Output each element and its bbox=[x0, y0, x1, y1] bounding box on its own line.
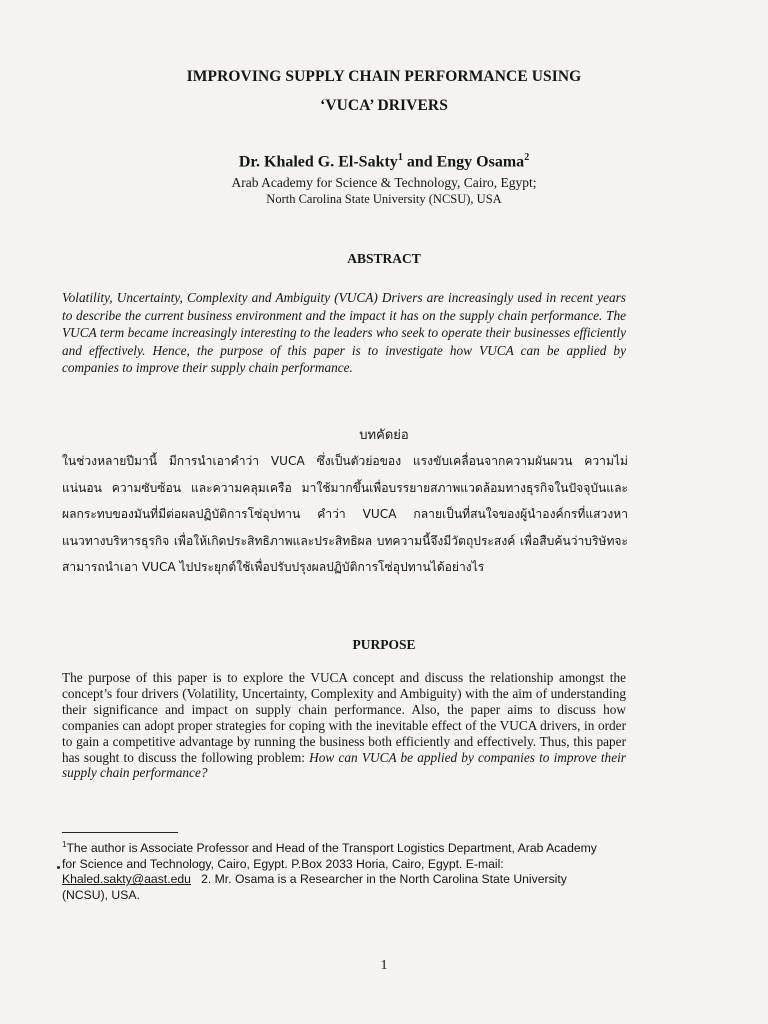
footnote bbox=[62, 837, 602, 903]
scan-speck bbox=[57, 866, 60, 869]
footnote-email-link[interactable]: Khaled.sakty@aast.edu bbox=[62, 872, 191, 887]
footnote-text-2: 2. Mr. Osama is a Researcher in the North Carolina State University (NCSU), USA. bbox=[62, 872, 571, 902]
author-line bbox=[0, 152, 768, 171]
purpose-question: How can VUCA be applied by companies to improve their supply chain performance? bbox=[62, 749, 626, 781]
page-number: 1 bbox=[380, 958, 388, 973]
purpose-body: The purpose of this paper is to explore the VUCA concept and discuss the relationship amongst the concept’s four drivers (Volatility, Uncertainty, Complexity and Ambiguity) with the aim of understanding their significance and impact on supply chain performance. Also, the paper aims to discuss how companies can adopt proper strategies for coping with the inevitable effect of the VUCA drivers, in order to gain a competitive advantage by running the business both efficiently and effectively. Thus, this paper has sought to discuss the following problem: bbox=[62, 670, 626, 765]
thai-abstract-text: ในช่วงหลายปีมานี้ มีการนำเอาคำว่า VUCA ซึ่งเป็นตัวย่อของ แรงขับเคลื่อนจากความผันผวน ความไม่แน่นอน ความซับซ้อน และความคลุมเครือ มาใช้มากขึ้นเพื่อบรรยายสภาพแวดล้อมทางธุรกิจในปัจจุบันและผลกระทบของมันที่มีต่อผลปฏิบัติการโซ่อุปทาน คำว่า VUCA กลายเป็นที่สนใจของผู้นำองค์กรที่แสวงหาแนวทางบริหารธุรกิจ เพื่อให้เกิดประสิทธิภาพและประสิทธิผล บทความนี้จึงมีวัตถุประสงค์ เพื่อสืบค้นว่าบริษัทจะสามารถนำเอา VUCA ไปประยุกต์ใช้เพื่อปรับปรุงผลปฏิบัติการโซ่อุปทานได้อย่างไร bbox=[62, 454, 628, 575]
author-2-marker: 2 bbox=[524, 152, 530, 163]
title-line-2: ‘VUCA’ DRIVERS bbox=[320, 97, 448, 114]
author-1-name: Dr. Khaled G. El-Sakty bbox=[238, 153, 398, 171]
footnote-marker: 1 bbox=[62, 840, 67, 849]
title-line-1: IMPROVING SUPPLY CHAIN PERFORMANCE USING bbox=[186, 68, 582, 85]
purpose-text bbox=[62, 670, 626, 781]
author-1-marker: 1 bbox=[397, 152, 403, 163]
footnote-text: The author is Associate Professor and Head of the Transport Logistics Department, Arab Academy for Science and Technology, Cairo, Egypt. P.Box 2033 Horia, Cairo, Egypt. E-mail: bbox=[62, 841, 597, 871]
thai-abstract-heading: บทคัดย่อ bbox=[359, 428, 409, 443]
abstract-heading: ABSTRACT bbox=[347, 251, 421, 266]
footnote-rule bbox=[62, 832, 178, 833]
purpose-heading: PURPOSE bbox=[352, 637, 416, 652]
affiliation-line-2: North Carolina State University (NCSU), USA bbox=[266, 192, 502, 206]
author-conjunction: and bbox=[402, 153, 437, 171]
author-2-name: Engy Osama bbox=[436, 153, 525, 171]
affiliation-line-1: Arab Academy for Science & Technology, Cairo, Egypt; bbox=[231, 175, 537, 190]
abstract-text: Volatility, Uncertainty, Complexity and Ambiguity (VUCA) Drivers are increasingly used in recent years to describe the current business environment and the impact it has on the supply chain performance. The VUCA term became increasingly interesting to the leaders who seek to operate their businesses efficiently and effectively. Hence, the purpose of this paper is to investigate how VUCA can be applied by companies to improve their supply chain performance. bbox=[62, 290, 626, 376]
